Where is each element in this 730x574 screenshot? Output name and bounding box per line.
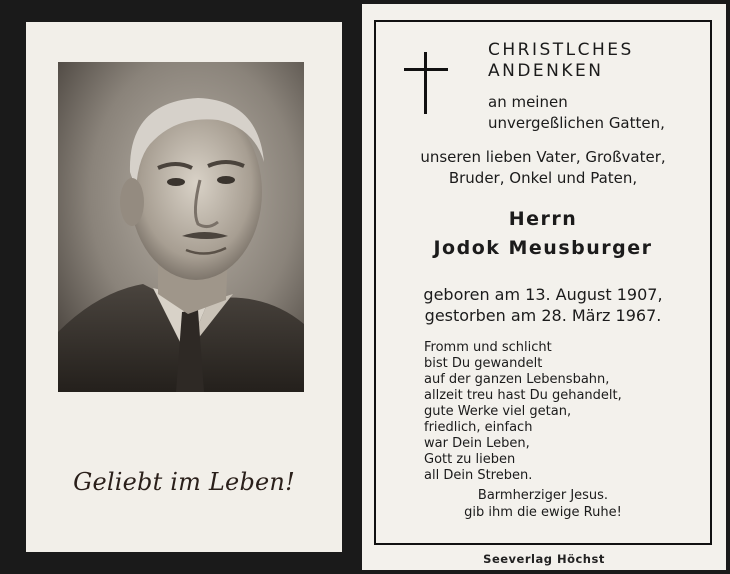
closing-line-1: Barmherziger Jesus. xyxy=(477,488,609,503)
heading-line-2: ANDENKEN xyxy=(488,61,604,81)
relations-line-2: Bruder, Onkel und Paten, xyxy=(448,169,638,187)
poem-line-5: gute Werke viel getan, xyxy=(424,404,572,419)
poem-line-3: auf der ganzen Lebensbahn, xyxy=(424,372,610,387)
dedication-line-2: unvergeßlichen Gatten, xyxy=(488,114,665,132)
poem-line-8: Gott zu lieben xyxy=(424,452,516,467)
poem-line-9: all Dein Streben. xyxy=(424,468,533,483)
closing-line-2: gib ihm die ewige Ruhe! xyxy=(464,505,622,520)
caption-beloved-in-life: Geliebt im Leben! xyxy=(73,468,295,496)
birth-date: geboren am 13. August 1907, xyxy=(423,285,663,304)
poem-line-6: friedlich, einfach xyxy=(424,420,533,435)
title-herrn: Herrn xyxy=(508,208,578,230)
poem-line-7: war Dein Leben, xyxy=(424,436,530,451)
latin-cross-icon xyxy=(404,52,448,114)
poem-line-2: bist Du gewandelt xyxy=(424,356,543,371)
portrait-photo xyxy=(58,62,304,392)
dedication-line-1: an meinen xyxy=(488,93,568,111)
heading-line-1: CHRISTLCHES xyxy=(488,40,634,60)
death-date: gestorben am 28. März 1967. xyxy=(424,306,662,325)
publisher-imprint: Seeverlag Höchst xyxy=(483,552,605,566)
poem-line-1: Fromm und schlicht xyxy=(424,340,552,355)
relations-line-1: unseren lieben Vater, Großvater, xyxy=(420,148,666,166)
poem-line-4: allzeit treu hast Du gehandelt, xyxy=(424,388,622,403)
deceased-name: Jodok Meusburger xyxy=(433,237,653,259)
